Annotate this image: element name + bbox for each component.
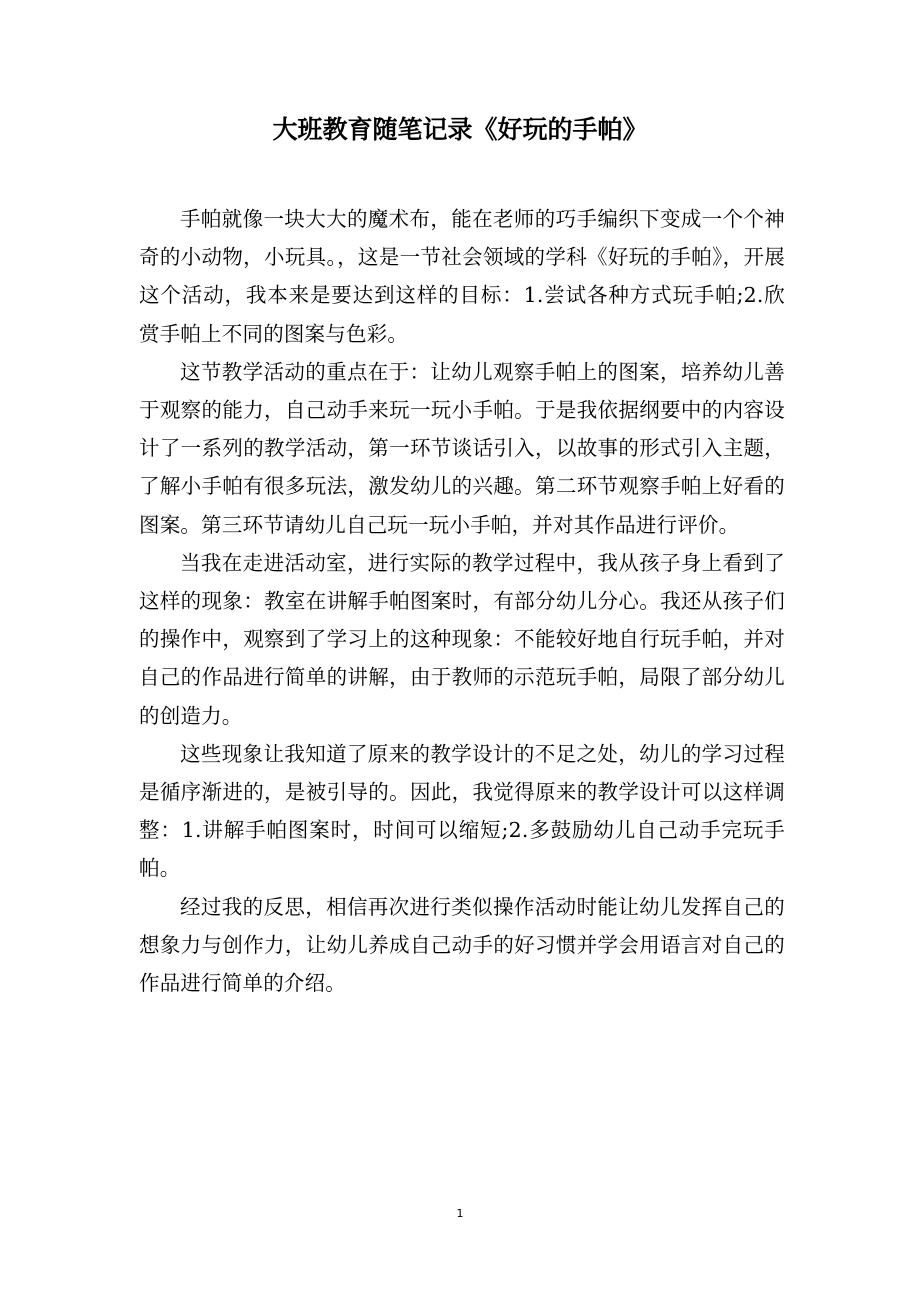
paragraph-2: 这节教学活动的重点在于：让幼儿观察手帕上的图案，培养幼儿善于观察的能力，自己动手来玩一玩小手帕。于是我依据纲要中的内容设计了一系列的教学活动，第一环节谈话引入，以故事的形式引入主题，了解小手帕有很多玩法，激发幼儿的兴趣。第二环节观察手帕上好看的图案。第三环节请幼儿自己玩一玩小手帕，并对其作品进行评价。 (139, 359, 785, 537)
page-title: 大班教育随笔记录《好玩的手帕》 (272, 115, 648, 144)
paragraph-1: 手帕就像一块大大的魔术布，能在老师的巧手编织下变成一个个神奇的小动物，小玩具。，这是一节社会领域的学科《好玩的手帕》，开展这个活动，我本来是要达到这样的目标：1.尝试各种方式玩手帕;2.欣赏手帕上不同的图案与色彩。 (139, 207, 785, 346)
document-body (139, 200, 785, 1002)
page-number: 1 (456, 1207, 464, 1220)
paragraph-4: 这些现象让我知道了原来的教学设计的不足之处，幼儿的学习过程是循序渐进的，是被引导的。因此，我觉得原来的教学设计可以这样调整：1.讲解手帕图案时，时间可以缩短;2.多鼓励幼儿自己动手完玩手帕。 (139, 741, 785, 881)
paragraph-3: 当我在走进活动室，进行实际的教学过程中，我从孩子身上看到了这样的现象：教室在讲解手帕图案时，有部分幼儿分心。我还从孩子们的操作中，观察到了学习上的这种现象：不能较好地自行玩手帕，并对自己的作品进行简单的讲解，由于教师的示范玩手帕，局限了部分幼儿的创造力。 (139, 550, 785, 728)
paragraph-5: 经过我的反思，相信再次进行类似操作活动时能让幼儿发挥自己的想象力与创作力，让幼儿养成自己动手的好习惯并学会用语言对自己的作品进行简单的介绍。 (139, 894, 785, 996)
